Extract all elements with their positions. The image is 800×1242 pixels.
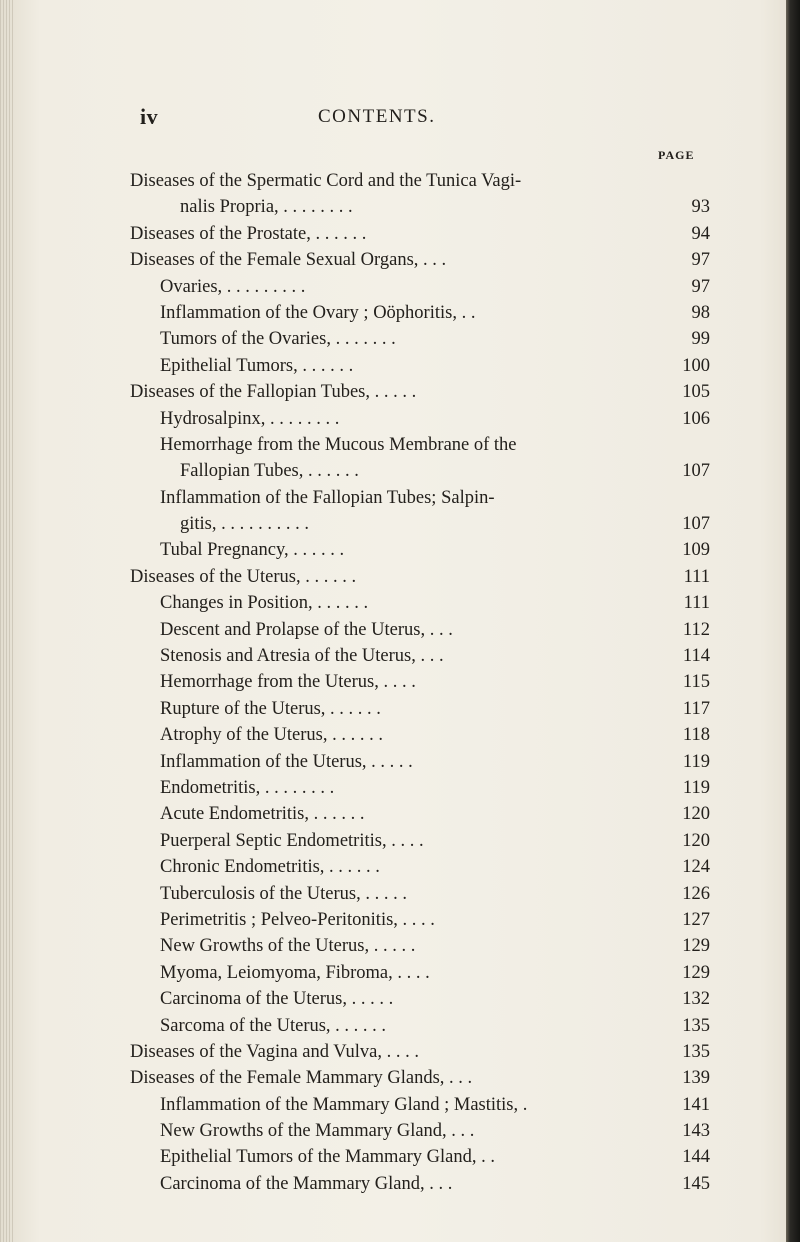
page-left-edge [0,0,14,1242]
page-folio: iv [140,104,159,129]
toc-entry-title: Stenosis and Atresia of the Uterus, . . . [160,646,444,667]
toc-entry-page-number: 119 [682,777,710,798]
toc-entry [130,907,710,933]
toc-entry-title: Diseases of the Female Mammary Glands, . . . [130,1068,473,1089]
toc-entry [130,168,710,194]
toc-entry-page-number: 114 [682,646,710,667]
toc-entry-title: Puerperal Septic Endometritis, . . . . [160,830,424,851]
toc-entry-page-number: 120 [682,830,710,851]
toc-entry [130,749,710,775]
toc-entry-page-number: 109 [682,540,710,561]
toc-entry [130,590,710,616]
toc-entry-page-number: 139 [682,1068,710,1089]
toc-entry [130,379,710,405]
toc-entry-title: Hemorrhage from the Uterus, . . . . [160,672,416,693]
toc-entry-page-number: 111 [683,593,710,614]
toc-entry-title: Descent and Prolapse of the Uterus, . . . [160,619,453,640]
toc-entry [130,960,710,986]
toc-entry-page-number: 119 [682,751,710,772]
toc-entry-page-number: 105 [682,382,710,403]
toc-entry-page-number: 120 [682,804,710,825]
toc-entry-title: Inflammation of the Uterus, . . . . . [160,751,413,772]
toc-entry-page-number: 111 [683,566,710,587]
toc-entry [130,1092,710,1118]
toc-entry [130,1013,710,1039]
toc-entry-page-number: 106 [682,408,710,429]
toc-entry-title: Atrophy of the Uterus, . . . . . . [160,725,383,746]
toc-entry-page-number: 112 [682,619,710,640]
toc-entry-title: New Growths of the Uterus, . . . . . [160,936,416,957]
toc-entry-title: Carcinoma of the Mammary Gland, . . . [160,1173,453,1194]
toc-entry [130,485,710,511]
toc-entry-title: Endometritis, . . . . . . . . [160,777,335,798]
toc-entry-title: Diseases of the Fallopian Tubes, . . . . . [130,382,417,403]
toc-entry [130,458,710,484]
toc-entry-page-number: 107 [682,461,710,482]
toc-entry [130,511,710,537]
toc-entry [130,1144,710,1170]
toc-entry-page-number: 145 [682,1173,710,1194]
toc-entry-page-number: 144 [682,1147,710,1168]
toc-entry-page-number: 117 [682,698,710,719]
toc-entry [130,247,710,273]
toc-entry-page-number: 135 [682,1015,710,1036]
toc-entry [130,537,710,563]
toc-entry-title: Myoma, Leiomyoma, Fibroma, . . . . [160,962,430,983]
toc-entry [130,617,710,643]
toc-entry-page-number: 126 [682,883,710,904]
toc-entry [130,775,710,801]
toc-entry-page-number: 143 [682,1121,710,1142]
toc-entry [130,881,710,907]
toc-entry-title: Inflammation of the Fallopian Tubes; Salpin- [160,487,495,508]
toc-entry-page-number: 124 [682,857,710,878]
toc-entry-title: Tumors of the Ovaries, . . . . . . . [160,329,396,350]
toc-entry [130,933,710,959]
toc-entry-title: Inflammation of the Ovary ; Oöphoritis, . . [160,302,476,323]
toc-entry [130,300,710,326]
page-header [0,104,800,134]
toc-entry-title: Diseases of the Prostate, . . . . . . [130,223,367,244]
toc-entry-title: Fallopian Tubes, . . . . . . [180,461,359,482]
toc-entry-title: Tubal Pregnancy, . . . . . . [160,540,345,561]
toc-entry [130,194,710,220]
toc-entry [130,1118,710,1144]
toc-entry-title: Diseases of the Spermatic Cord and the Tunica Vagi- [130,171,522,191]
toc-entry-page-number: 115 [682,672,710,693]
toc-entry-page-number: 132 [682,989,710,1010]
toc-entry-title: Sarcoma of the Uterus, . . . . . . [160,1015,387,1036]
toc-entry-title: Hemorrhage from the Mucous Membrane of the [160,434,517,455]
toc-entry-title: Carcinoma of the Uterus, . . . . . [160,989,394,1010]
toc-entry-page-number: 98 [691,302,710,323]
toc-entry-title: Epithelial Tumors of the Mammary Gland, . . [160,1147,496,1168]
toc-entry-title: Diseases of the Vagina and Vulva, . . . . [130,1041,420,1062]
toc-entry-page-number: 129 [682,962,710,983]
book-spine-edge [786,0,800,1242]
toc-entry-title: nalis Propria, . . . . . . . . [180,197,353,218]
toc-entry-title: Tuberculosis of the Uterus, . . . . . [160,883,407,904]
toc-entry [130,221,710,247]
toc-entry [130,353,710,379]
toc-entry-title: Hydrosalpinx, . . . . . . . . [160,408,340,429]
running-title: CONTENTS. [318,106,436,127]
toc-entry-title: New Growths of the Mammary Gland, . . . [160,1121,475,1142]
toc-entry-page-number: 107 [682,514,710,535]
toc-entry [130,801,710,827]
toc-entry-title: Rupture of the Uterus, . . . . . . [160,698,381,719]
toc-entry [130,722,710,748]
toc-entry-title: Epithelial Tumors, . . . . . . [160,355,354,376]
toc-entry [130,854,710,880]
toc-entry [130,274,710,300]
toc-entry-page-number: 141 [682,1094,710,1115]
toc-entry [130,696,710,722]
toc-entry-title: Chronic Endometritis, . . . . . . [160,857,380,878]
toc-entry-page-number: 97 [691,276,710,297]
toc-entry-title: Acute Endometritis, . . . . . . [160,804,365,825]
toc-entry-page-number: 93 [691,197,710,218]
toc-entry [130,1065,710,1091]
table-of-contents [130,168,710,1197]
toc-entry [130,406,710,432]
toc-entry-title: Diseases of the Female Sexual Organs, . . . [130,250,447,271]
toc-entry-page-number: 100 [682,355,710,376]
toc-entry [130,669,710,695]
toc-entry-page-number: 97 [691,250,710,271]
toc-entry-title: Inflammation of the Mammary Gland ; Mastitis, . [160,1094,528,1115]
toc-entry [130,1171,710,1197]
toc-entry [130,432,710,458]
toc-entry-title: Diseases of the Uterus, . . . . . . [130,566,357,587]
toc-entry-title: Changes in Position, . . . . . . [160,593,369,614]
toc-entry [130,828,710,854]
toc-entry [130,643,710,669]
page-column-label: PAGE [658,148,695,162]
toc-entry-page-number: 94 [691,223,710,244]
toc-entry-page-number: 118 [682,725,710,746]
toc-entry-page-number: 99 [691,329,710,350]
toc-entry-page-number: 127 [682,909,710,930]
toc-entry [130,564,710,590]
toc-entry [130,326,710,352]
toc-entry [130,986,710,1012]
toc-entry-page-number: 135 [682,1041,710,1062]
toc-entry-page-number: 129 [682,936,710,957]
toc-entry-title: Ovaries, . . . . . . . . . [160,276,306,297]
toc-entry-title: gitis, . . . . . . . . . . [180,514,309,535]
toc-entry [130,1039,710,1065]
toc-entry-title: Perimetritis ; Pelveo-Peritonitis, . . . . [160,909,435,930]
